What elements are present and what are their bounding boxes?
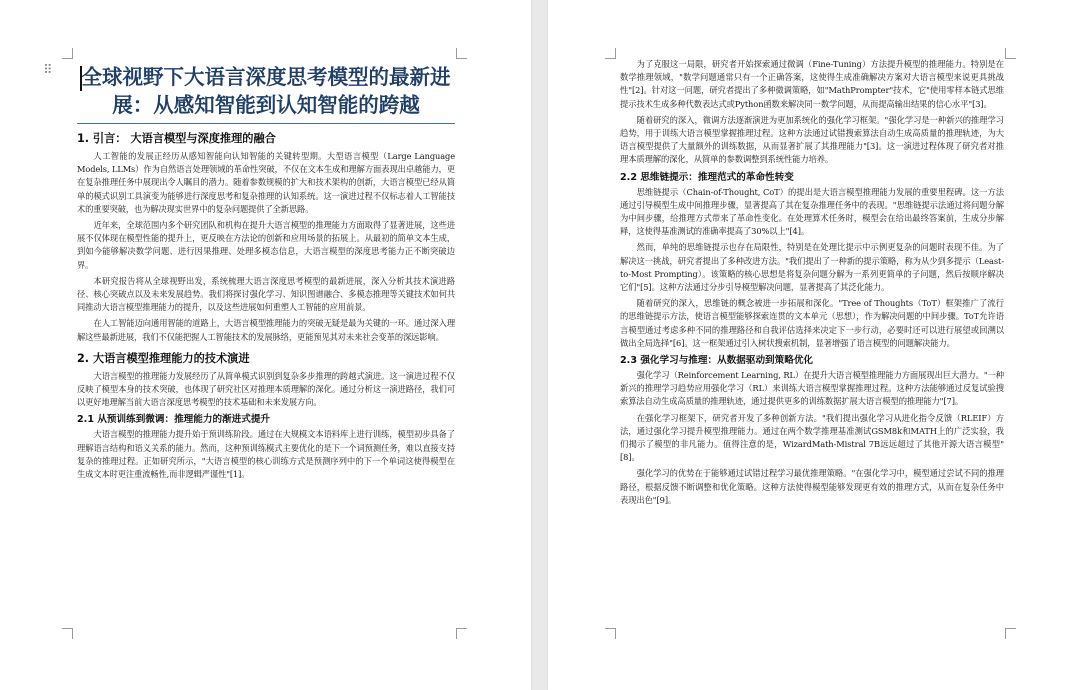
- left-page-content[interactable]: [77, 63, 455, 484]
- document-title[interactable]: [77, 63, 455, 124]
- page-corner-mark: [605, 628, 616, 639]
- page-corner-mark: [62, 48, 73, 59]
- text-cursor: [80, 66, 82, 91]
- section-heading-1: 1. 引言： 大语言模型与深度推理的融合: [77, 132, 276, 145]
- paragraph: 为了克服这一局限，研究者开始探索通过微调（Fine-Tuning）方法提升模型的推理能力。特别是在数学推理领域，"数学问题通常只有一个正确答案，这使得生成准确解决方案对大语言模型来说更具挑战性"[2]。针对这一问题，研究者提出了多种微调策略，如"MathPrompter"技术，它"使用零样本链式思维提示技术生成多种代数表达式或Python函数来解决同一数学问题，从而提高输出结果的信心水平"[3]。: [620, 59, 1004, 109]
- page-corner-mark: [605, 48, 616, 59]
- paragraph: 大语言模型的推理能力发展经历了从简单模式识别到复杂多步推理的跨越式演进。这一演进过程不仅反映了模型本身的技术突破，也体现了研究社区对推理本质理解的深化。通过分析这一演进路径，我们可以更好地理解当前大语言深度思考模型的技术基础和未来发展方向。: [77, 370, 455, 408]
- paragraph: 人工智能的发展正经历从感知智能向认知智能的关键转型期。大型语言模型（Large Language Models, LLMs）作为自然语言处理领域的革命性突破，不仅在文本生成和理解方面表现出卓越能力，更在复杂推理任务中展现出令人瞩目的潜力。随着参数规模的扩大和技术架构的创新，大语言模型已经从简单的模式识别工具演变为能够进行深度思考和复杂推理的认知系统。这一演进过程不仅标志着人工智能技术的重要突破，也为解决现实世界中的复杂问题提供了全新思路。: [77, 151, 455, 214]
- paragraph: 本研究报告将从全球视野出发，系统梳理大语言深度思考模型的最新进展，深入分析其技术演进路径、核心突破点以及未来发展趋势。我们将探讨强化学习、知识图谱融合、多模态推理等关键技术如何共同推动大语言模型推理能力的提升，以及这些进展如何重塑人工智能的应用前景。: [77, 275, 455, 313]
- subsection-heading-2-2: 2.2 思维链提示：推理范式的革命性转变: [620, 171, 794, 183]
- document-page-left: [0, 0, 531, 690]
- page-corner-mark: [1005, 48, 1016, 59]
- subsection-heading-2-1: 2.1 从预训练到微调：推理能力的渐进式提升: [77, 414, 271, 426]
- paragraph: 在人工智能迈向通用智能的道路上，大语言模型推理能力的突破无疑是最为关键的一环。通过深入理解这些最新进展，我们不仅能把握人工智能技术的发展脉络，更能预见其对未来社会变革的深远影响。: [77, 318, 455, 342]
- paragraph: 强化学习的优势在于能够通过试错过程学习最优推理策略。"在强化学习中，模型通过尝试不同的推理路径，根据反馈不断调整和优化策略。这种方法使得模型能够发现更有效的推理方式，从而在复杂任务中表现出色"[9]。: [620, 468, 1004, 505]
- document-title-text: 全球视野下大语言深度思考模型的最新进展：从感知智能到认知智能的跨越: [81, 65, 451, 117]
- paragraph: 随着研究的深入，思维链的概念被进一步拓展和深化。"Tree of Thoughts（ToT）框架推广了流行的思维链提示方法，使语言模型能够探索连贯的文本单元（思想），作为解决问题的中间步骤。ToT允许语言模型通过考虑多种不同的推理路径和自我评估选择来决定下一步行动，必要时还可以进行展望或回溯以做出全局选择"[6]。这一框架通过引入树状搜索机制，显著增强了语言模型的问题解决能力。: [620, 298, 1004, 348]
- section-heading-2: 2. 大语言模型推理能力的技术演进: [77, 351, 250, 365]
- paragraph: 在强化学习框架下，研究者开发了多种创新方法。"我们提出强化学习从进化指令反馈（RLEIF）方法，通过强化学习提升模型推理能力。通过在两个数学推理基准测试GSM8k和MATH上的广泛实验，我们揭示了模型的非凡能力。值得注意的是，WizardMath-Mistral 7B远远超过了其他开源大语言模型"[8]。: [620, 412, 1004, 463]
- subsection-heading-2-3: 2.3 强化学习与推理：从数据驱动到策略优化: [620, 355, 814, 367]
- paragraph: 随着研究的深入，微调方法逐渐演进为更加系统化的强化学习框架。"强化学习是一种新兴的推理学习趋势，用于训练大语言模型掌握推理过程。这种方法通过试错搜索算法自动生成高质量的推理轨迹，为大语言模型提供了大量额外的训练数据，从而显著扩展了其推理能力"[3]。这一演进过程体现了研究者对推理本质理解的深化，从简单的参数调整到系统性能力培养。: [620, 114, 1004, 165]
- document-page-right: [548, 0, 1080, 690]
- page-corner-mark: [1005, 628, 1016, 639]
- page-corner-mark: [456, 48, 467, 59]
- paragraph: 强化学习（Reinforcement Learning, RL）在提升大语言模型推理能力方面展现出巨大潜力。"一种新兴的推理学习趋势应用强化学习（RL）来训练大语言模型掌握推理过程。这种方法能够通过反复试验搜索算法自动生成高质量的推理轨迹，通过提供更多的训练数据扩展大语言模型的推理能力"[7]。: [620, 370, 1004, 407]
- right-page-content[interactable]: [620, 58, 1004, 510]
- block-drag-handle-icon[interactable]: ⠿: [43, 63, 54, 78]
- paragraph: 近年来，全球范围内多个研究团队和机构在提升大语言模型的推理能力方面取得了显著进展，这些进展不仅体现在模型性能的提升上，更反映在方法论的创新和应用场景的拓展上。从最初的简单文本生成，到如今能够解决数学问题、进行因果推理、处理多模态信息，大语言模型的深度思考能力正不断突破边界。: [77, 220, 455, 270]
- paragraph: 然而，单纯的思维链提示也存在局限性，特别是在处理比提示中示例更复杂的问题时表现不佳。为了解决这一挑战，研究者提出了多种改进方法。"我们提出了一种新的提示策略，称为从少到多提示（Least-to-Most Prompting）。该策略的核心思想是将复杂问题分解为一系列更简单的子问题，然后按顺序解决它们"[5]。这种方法通过分步引导模型解决问题，显著提高了其泛化能力。: [620, 242, 1004, 293]
- page-corner-mark: [62, 628, 73, 639]
- paragraph: 思维链提示（Chain-of-Thought, CoT）的提出是大语言模型推理能力发展的重要里程碑。这一方法通过引导模型生成中间推理步骤，显著提高了其在复杂推理任务中的表现。"思维链提示法通过将问题分解为中间步骤，给推理方式带来了革命性变化。在处理算术任务时，模型会在给出最终答案前，生成分步解释，这使得基准测试的准确率提高了30%以上"[4]。: [620, 186, 1004, 237]
- page-corner-mark: [456, 628, 467, 639]
- paragraph: 大语言模型的推理能力提升始于预训练阶段。通过在大规模文本语料库上进行训练，模型初步具备了理解语言结构和语义关系的能力。然而，这种预训练模式主要优化的是下一个词预测任务，难以直接支持复杂的推理过程。正如研究所示，"大语言模型的核心训练方式是预测序列中的下一个单词这使得模型在生成文本时更注重流畅性,而非逻辑严谨性"[1]。: [77, 429, 455, 480]
